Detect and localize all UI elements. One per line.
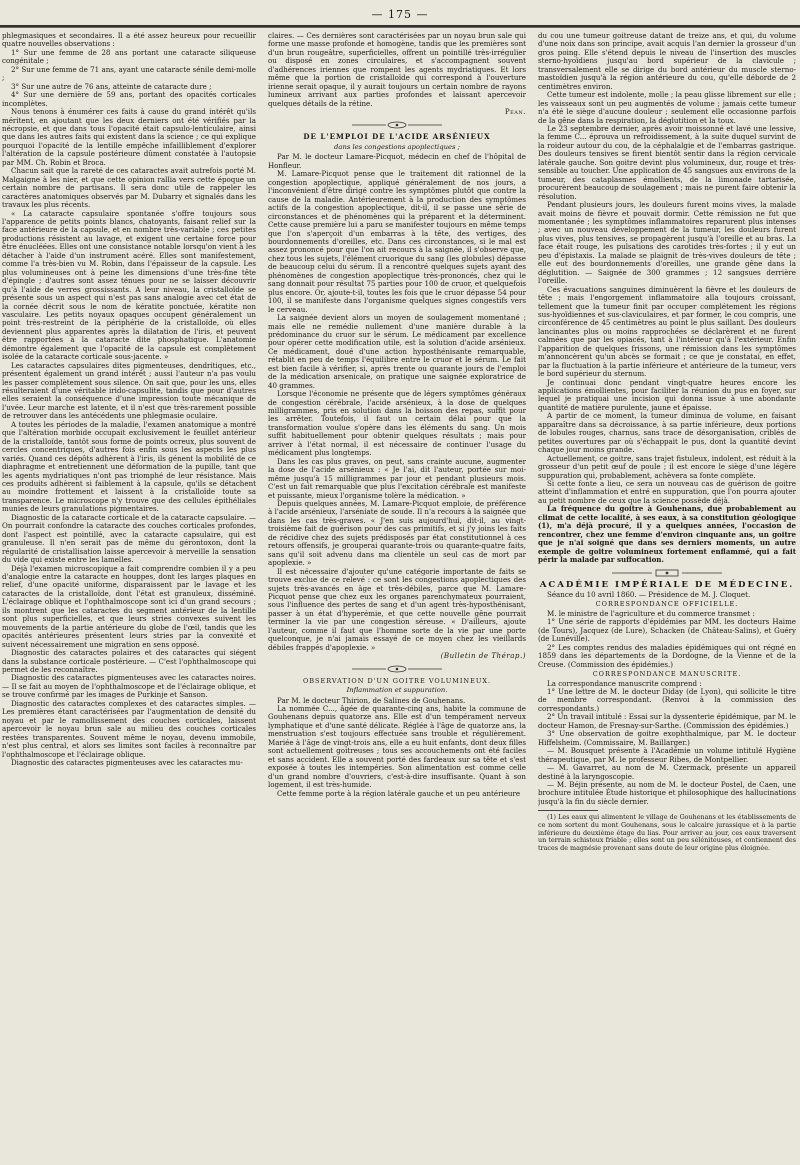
paragraph: 2° Les comptes rendus des maladies épidémiques qui ont régné en 1859 dans les départements de la Dordogne, de la Vienne et de la Creuse. (Commission des épidémies.) (538, 642, 796, 669)
paragraph: Diagnostic des cataractes complexes et des cataractes simples. — Les premières étant caractérisées par l'augmentation de densité du noyau et par le ramollissement des couches corticales, laissent apercevoir le noyau brun sale au milieu des couches corticales restées transparentes. Souvent même le noyau, devenu immobile, n'est plus central, et alors ses limites sont faciles à reconnaître par l'ophthalmoscope et l'éclairage oblique. (2, 698, 256, 759)
article-byline: Par M. le docteur Lamare-Picquot, médecin en chef de l'hôpital de Honfleur. (268, 152, 526, 170)
section-title: ACADÉMIE IMPÉRIALE DE MÉDECINE. (539, 579, 795, 590)
ornament-icon (612, 569, 722, 577)
paragraph: — M. Béjin présente, au nom de M. le docteur Postel, de Caen, une brochure intitulée Étude historique et philosophique des hallucinations jusqu'à la fin du siècle dernier. (538, 779, 796, 806)
paragraph: A partir de ce moment, la tumeur diminua de volume, en faisant apparaître dans sa décroissance, à sa partie inférieure, deux portions de lobules rouges, charnus, sans trace de désorganisation, criblés de petites ouvertures par où s'échappait le pus, dont la quantité devint chaque jour moins grande. (538, 411, 796, 455)
article-subtitle: dans les congestions apoplectiques ; (334, 142, 460, 151)
column-1 (2, 32, 256, 1157)
paragraph: Le 23 septembre dernier, après avoir moissonné et lavé une lessive, la femme C... éprouva un refroidissement, à la suite duquel survint de la roideur autour du cou, de la céphalalgie et de l'embarras gastrique. Des douleurs tensives se firent bientôt sentir dans la région cervicale latérale gauche. Son goitre devint plus volumineux, dur, rouge et très-sensible au toucher. Une application de 45 sangsues aux environs de la tumeur, des cataplasmes émollients, de la limonade tartarisée, procurèrent beaucoup de soulagement ; mais ne purent faire obtenir la résolution. (538, 123, 796, 201)
paragraph: Si cette fonte a lieu, ce sera un nouveau cas de guérison de goitre atteint d'inflammation et entré en suppuration, que l'on pourra ajouter au petit nombre de ceux que la science possède déjà. (538, 479, 796, 505)
footnote: (1) Les eaux qui alimentent le village de Gouhenans et les établissements de ce nom sortent du mont Gouhenans, sous le calcaire jurassique et à la partie inférieure du deuxième étage du lias. Pour arriver au jour, ces eaux traversent un terrain schisteux friable ; elles sont un peu séléniteuses, et contiennent des traces de magnésie provenant sans doute de leur origine plus éloignée. (538, 813, 796, 852)
paragraph: Diagnostic de la cataracte corticale et de la cataracte capsulaire. — On pourrait confondre la cataracte des couches corticales profondes, dont l'aspect est pointillé, avec la cataracte capsulaire, qui est granuleuse. Il n'en serait pas de même du gérontoxon, dont la régularité de cristallisation laisse apercevoir à merveille la sensation du vide qui existe entre les lamelles. (2, 512, 256, 565)
paragraph: Il est nécessaire d'ajouter qu'une catégorie importante de faits se trouve exclue de ce relevé : ce sont les congestions apoplectiques des sujets très-avancés en âge et très-débiles, parce que M. Lamare-Picquot pense que chez eux les organes parenchymateux pourraient, sous l'influence des pertes de sang et d'un agent très-hyposthénisant, passer à un état d'hyperémie, et que cette nouvelle gêne pourrait terminer la vie par une congestion séreuse. « D'ailleurs, ajoute l'auteur, comme il faut que l'homme sorte de la vie par une porte quelconque, je n'ai jamais essayé de ce moyen chez les vieillards débiles frappés d'apoplexie. » (268, 566, 526, 652)
session-info: Séance du 10 avril 1860. — Présidence de M. J. Cloquet. (547, 590, 751, 599)
paragraph: La fréquence du goitre à Gouhenans, due probablement au climat de cette localité, à ses eaux, à sa constitution géologique (1), m'a déjà procuré, il y a quelques années, l'occasion de rencontrer, chez une femme d'environ cinquante ans, un goitre que je n'ai soigné que dans ses derniers moments, un autre exemple de goitre volumineux fortement enflammé, qui a fait périr la malade par suffocation. (538, 504, 796, 565)
signature: Péan. (504, 107, 526, 117)
paragraph: Cette femme porte à la région latérale gauche et un peu antérieure (277, 788, 521, 798)
article-title: OBSERVATION D'UN GOITRE VOLUMINEUX. (302, 676, 492, 685)
subsection-title: CORRESPONDANCE OFFICIELLE. (595, 600, 739, 609)
paragraph: 3° Une observation de goitre exophthalmique, par M. le docteur Hiffelsheim. (Commissaire, M. Baillarger.) (538, 729, 796, 747)
columns (2, 32, 796, 1157)
paragraph: A toutes les périodes de la maladie, l'examen anatomique a montré que l'altération morbide occupait exclusivement le feuillet antérieur de la cristalloïde, tantôt sous forme de points ocreux, plus souvent de cercles concentriques, d'autres fois enfin sous les aspects les plus variés. Quand ces dépôts adhèrent à l'iris, ils génent la mobilité de ce diaphragme et entretiennent une déformation de la pupille, tant que les agents mydriatiques n'ont pas triomphé de leur résistance. Mais ces produits adhèrent si faiblement à la capsule, qu'ils se détachent au moindre frottement et laissent à la cristalloïde toute sa transparence. Le microscope n'y trouve que des cellules épithéliales munies de leurs granulations pigmentaires. (2, 419, 256, 514)
column-3 (538, 32, 796, 1157)
paragraph: 1° Une série de rapports d'épidémies par MM. les docteurs Haime (de Tours), Jacquez (de Lure), Schacken (de Château-Salins), et Guéry (de Lunéville). (538, 617, 796, 644)
paragraph: Déjà l'examen microscopique a fait comprendre combien il y a peu d'analogie entre la cataracte en houppes, dont les larges plaques en relief, d'une opacité uniforme, disparaissent par le lavage et les cataractes de la cristalloïde, dont l'état est granuleux, disséminé. L'éclairage oblique et l'ophthalmoscope sont ici d'un grand secours ; ils montrent que les cataractes du segment antérieur de la lentille sont plus superficielles, et que leurs stries convexes suivent les mouvements de la partie antérieure du globe de l'œil, tandis que les opacités antérieures présentent leurs stries par la convexité et suivent nécessairement une migration en sens opposé. (2, 563, 256, 649)
page-number: — 175 — (371, 8, 429, 21)
ornament-divider (538, 569, 796, 577)
paragraph: phlegmasiques et secondaires. Il a été assez heureux pour recueillir quatre nouvelles observations : (2, 32, 256, 49)
paragraph: 3° Sur une autre de 76 ans, atteinte de cataracte dure ; (11, 81, 212, 91)
paragraph: du cou une tumeur goitreuse datant de treize ans, et qui, du volume d'une noix dans son principe, avait acquis l'an dernier la grosseur d'un gros poing. Elle s'étend depuis le niveau de l'insertion des muscles sterno-hyoïdiens jusqu'au bord supérieur de la clavicule ; transversalement elle se dirige du bord antérieur du muscle sterno-mastoïdien jusqu'à la région antérieure du cou, qu'elle déborde de 2 centimètres environ. (538, 32, 796, 91)
paragraph: Diagnostic des cataractes polaires et des cataractes qui siégent dans la substance corticale postérieure. — C'est l'ophthalmoscope qui permet de les reconnaître. (2, 648, 256, 674)
paragraph: Nous tenons à énumérer ces faits à cause du grand intérêt qu'ils méritent, en ajoutant que les deux derniers ont été vérifiés par la nécropsie, et que dans tous l'opacité était capsulo-lenticulaire, ainsi que dans les autres faits qui existent dans la science ; ce qui explique pourquoi l'opacité de la lentille empêche infailliblement d'explorer l'altération de la capsule postérieure dûment constatée à l'autopsie par MM. Ch. Robin et Broca. (2, 107, 256, 167)
article-subtitle: Inflammation et suppuration. (346, 686, 448, 695)
ornament-icon (352, 121, 442, 129)
ornament-divider (268, 665, 526, 673)
paragraph: claires. — Ces dernières sont caractérisées par un noyau brun sale qui forme une masse profonde et homogène, tandis que les premières sont d'un brun rougeâtre, superficielles, offrent un pointillé très-irrégulier ou disposé en zones circulaires, et s'accompagnent souvent d'adhérences iriennes que rompent les agents mydriatiques. Et lors même que la portion de cristalloïde qui correspond à l'ouverture irienne serait opaque, il y aurait toujours un certain nombre de rayons lumineux arrivant aux parties profondes et laissant apercevoir quelques détails de la rétine. (268, 32, 526, 108)
header-rule (0, 25, 800, 28)
paragraph: Diagnostic des cataractes pigmenteuses avec les cataractes mu- (11, 757, 243, 767)
paragraph: Les cataractes capsulaires dites pigmenteuses, dendritiques, etc., présentent également un grand intérêt ; aussi l'auteur n'a pas voulu les passer complètement sous silence. On sait que, pour les uns, elles résulteraient d'une véritable irido-capsulite, tandis que pour d'autres elles seraient la conséquence d'une impression toute mécanique de l'uvée. Leur marche est latente, et il n'est que très-rarement possible de retrouver dans les antécédents une phlegmasie oculaire. (2, 360, 256, 421)
paragraph: La correspondance manuscrite comprend : (547, 678, 702, 688)
column-2 (268, 32, 526, 1157)
subsection-title: CORRESPONDANCE MANUSCRITE. (592, 670, 742, 679)
paragraph: Je continuai donc pendant vingt-quatre heures encore les applications émollientes, pour faciliter la réunion du pus en foyer, sur lequel je pratiquai une incision qui donna issue à une abondante quantité de matière purulente, jaune et épaisse. (538, 377, 796, 412)
article-title: DE L'EMPLOI DE L'ACIDE ARSÉNIEUX (303, 131, 491, 141)
paragraph: Actuellement, ce goitre, sans trajet fistuleux, indolent, est réduit à la grosseur d'un petit œuf de poule ; il est encore le siège d'une légère suppuration qui, probablement, achèvera sa fonte complète. (538, 453, 796, 480)
paragraph: Lorsque l'économie ne présente que de légers symptômes généraux de congestion cérébrale, l'acide arsénieux, à la dose de quelques milligrammes, pris en solution dans la boisson des repas, suffit pour les arrêter. Toutefois, il faut un certain délai pour que la transformation voulue s'opère dans les éléments du sang. Un mois suffit habituellement pour obtenir quelques résultats ; mais pour arriver à l'état normal, il est nécessaire de continuer l'usage du médicament plus longtemps. (268, 389, 526, 458)
paragraph: 1° Une lettre de M. le docteur Diday (de Lyon), qui sollicite le titre de membre correspondant. (Renvoi à la commission des correspondants.) (538, 686, 796, 713)
paragraph: Cette tumeur est indolente, molle ; la peau glisse librement sur elle ; les vaisseaux sont un peu augmentés de volume ; jamais cette tumeur n'a été le siège d'aucune douleur ; seulement elle occasionne parfois de la gêne dans la respiration, la déglutition et la toux. (538, 90, 796, 125)
paragraph: Pendant plusieurs jours, les douleurs furent moins vives, la malade avait moins de fièvre et pouvait dormir. Cette rémission ne fut que momentanée ; les symptômes inflammatoires reparurent plus intenses ; avec un nouveau développement de la tumeur, les douleurs furent plus vives, plus tensives, se propagèrent jusqu'à l'oreille et au bras. La face était rouge, les pulsations des carotides très-fortes ; il y eut un peu d'épistaxis. La malade se plaignit de très-vives douleurs de tête ; elle eut des bourdonnements d'oreilles, une grande gêne dans la déglutition. — Saignée de 300 grammes ; 12 sangsues derrière l'oreille. (538, 200, 796, 286)
paragraph: Depuis quelques années, M. Lamare-Picquot emploie, de préférence à l'acide arsénieux, l'arséniate de soude. Il n'a recours à la saignée que dans les cas très-graves. « J'en suis aujourd'hui, dit-il, au vingt-troisième fait de guérison pour des cas primitifs, et si j'y joins les faits de récidive chez des sujets prédisposés par état constitutionnel à ces retours offensifs, je grouperai quarante-trois ou quarante-quatre faits, sans qu'il soit advenu dans ma clientèle un seul cas de mort par apoplexie. » (268, 499, 526, 568)
paragraph: La saignée devient alors un moyen de soulagement momentané ; mais elle ne remédie nullement d'une manière durable à la prédominance du cruor sur le sérum. Le médicament par excellence pour opérer cette modification utile, est la solution d'acide arsénieux. Ce médicament, doué d'une action hyposthénisante remarquable, rétablit en peu de temps l'équilibre entre le cruor et le sérum. Le fait est bien facile à vérifier, si, après trente ou quarante jours de l'emploi de la médication arsenicale, on pratique une saignée exploratrice de 40 grammes. (268, 313, 526, 390)
paragraph: Chacun sait que la rareté de ces cataractes avait autrefois porté M. Malgaigne à les nier, et que cette opinion rallia vers cette époque un certain nombre de partisans. Il sera donc utile de rappeler les caractères anatomiques observés par M. Dubarry et signalés dans les travaux les plus récents. (2, 166, 256, 210)
paragraph: « La cataracte capsulaire spontanée s'offre toujours sous l'apparence de petits points blancs, chatoyants, faisant relief sur la face antérieure de la capsule, et en nombre très-variable ; ces petites productions résistent au lavage, et exigent une certaine force pour être énucléées. Elles ont une consistance notable lorsqu'on vient à les détacher à l'aide d'un instrument acéré. Elles sont manifestement, comme l'a très-bien vu M. Robin, dans l'épaisseur de la capsule. Les plus volumineuses ont à peine les dimensions d'une très-fine tête d'épingle ; d'autres sont assez ténues pour ne se laisser découvrir qu'à l'aide de verres grossissants. A leur niveau, la cristalloïde se présente sous un aspect qui n'est pas sans analogie avec cet état de la cornée décrit sous le nom de kératite ponctuée, kératite non vasculaire. Les petits noyaux opaques occupent généralement un point très-restreint de la périphérie de la cristalloïde, où elles deviennent plus apparentes après la dilatation de l'iris, et peuvent être rapportées à la cataracte dite phosphatique. L'anatomie démontre également que l'opacité de la capsule est complètement isolée de la cataracte corticale sous-jacente. » (2, 208, 256, 362)
ornament-divider (268, 121, 526, 129)
paragraph: Dans les cas plus graves, on peut, sans crainte aucune, augmenter la dose de l'acide arsénieux : « Je l'ai, dit l'auteur, portée sur moi-même jusqu'à 15 milligrammes par jour et pendant plusieurs mois. C'est un fait remarquable que plus l'excitation cérébrale est manifeste et puissante, mieux l'organisme tolère la médication. » (268, 456, 526, 500)
paragraph: 4° Sur une dernière de 59 ans, portant des opacités corticales incomplètes. (2, 90, 256, 108)
article-byline: Par M. le docteur Thirion, de Salines de Gouhenans. (277, 695, 466, 705)
paragraph: M. Lamare-Picquot pense que le traitement dit rationnel de la congestion apoplectique, appliqué généralement de nos jours, a l'inconvénient d'être dirigé contre les symptômes plutôt que contre la cause de la maladie. Antérieurement à la production des symptômes actifs de la congestion apoplectique, dit-il, il se passe une série de circonstances et de phénomènes qui la préparent et la déterminent. Cette cause première lui a paru se manifester toujours en même temps que l'on s'aperçoit d'un embarras à la tête, des vertiges, des bourdonnements d'oreilles, etc. Dans ces circonstances, si le mal est assez prononcé pour que l'on ait recours à la saignée, il s'observe que, chez tous les sujets, l'élément cruorique du sang (les globules) dépasse de beaucoup celui du sérum. Il a rencontré quelques sujets ayant des phénomènes de congestion apoplectique très-prononcés, chez qui le sang donnait pour résultat 75 parties pour 100 de cruor, et quelquefois plus encore. Or, ajoute-t-il, toutes les fois que le cruor dépasse 54 pour 100, il se manifeste dans l'organisme quelques signes congestifs vers le cerveau. (268, 169, 526, 314)
ornament-icon (352, 665, 442, 673)
paragraph: — M. Bousquet présente à l'Académie un volume intitulé Hygiène thérapeutique, par M. le professeur Ribes, de Montpellier. (538, 746, 796, 764)
paragraph: 2° Sur une femme de 71 ans, ayant une cataracte sénile demi-molle ; (2, 64, 256, 83)
article-source: (Bulletin de Thérap.) (440, 651, 526, 661)
paragraph: 1° Sur une femme de 28 ans portant une cataracte siliqueuse congénitale ; (2, 47, 256, 66)
footnote-rule (538, 810, 598, 811)
paragraph: Diagnostic des cataractes pigmenteuses avec les cataractes noires. — Il se fait au moyen de l'ophthalmoscope et de l'éclairage oblique, et se trouve confirmé par les images de Purkinje et Sanson. (2, 673, 256, 700)
paragraph: La nommée C..., âgée de quarante-cinq ans, habite la commune de Gouhenans depuis quatorze ans. Elle est d'un tempérament nerveux lymphatique et d'une santé délicate. Réglée à l'âge de quatorze ans, la menstruation s'est toujours effectuée sans trouble et régulièrement. Mariée à l'âge de vingt-trois ans, elle a eu huit enfants, dont deux filles sont actuellement goitreuses ; tous ses accouchements ont été faciles et sans accident. Elle a souvent porté des fardeaux sur sa tête et s'est exposée à toutes les intempéries. Son alimentation est comme celle d'un grand nombre d'ouvriers, c'est-à-dire insuffisante. Quant à son logement, il est très-humide. (268, 703, 526, 790)
paragraph: — M. Gavarret, au nom de M. Czermack, présente un appareil destiné à la laryngoscopie. (538, 763, 796, 781)
paragraph: Ces évacuations sanguines diminuèrent la fièvre et les douleurs de tête ; mais l'engorgement inflammatoire alla toujours croissant, tellement que la tumeur finit par occuper complétement les régions sus-hyoïdiennes et sus-claviculaires, et par former, le cou compris, une circonférence de 45 centimètres au point le plus saillant. Des douleurs lancinantes plus ou moins rapprochées se déclarèrent et ne furent calmées que par les opiacés, tant à l'intérieur qu'à l'extérieur. Enfin l'apparition de quelques frissons, une rémission dans les symptômes m'annoncèrent qu'un abcès se formait ; ce que je constatai, en effet, par la fluctuation à la partie inférieure et antérieure de la tumeur, vers le bord supérieur du sternum. (538, 284, 796, 379)
paragraph: M. le ministre de l'agriculture et du commerce transmet : (547, 608, 755, 618)
paragraph: 2° Un travail intitulé : Essai sur la dyssenterie épidémique, par M. le docteur Hamon, de Fresnay-sur-Sarthe. (Commission des épidémies.) (538, 712, 796, 730)
